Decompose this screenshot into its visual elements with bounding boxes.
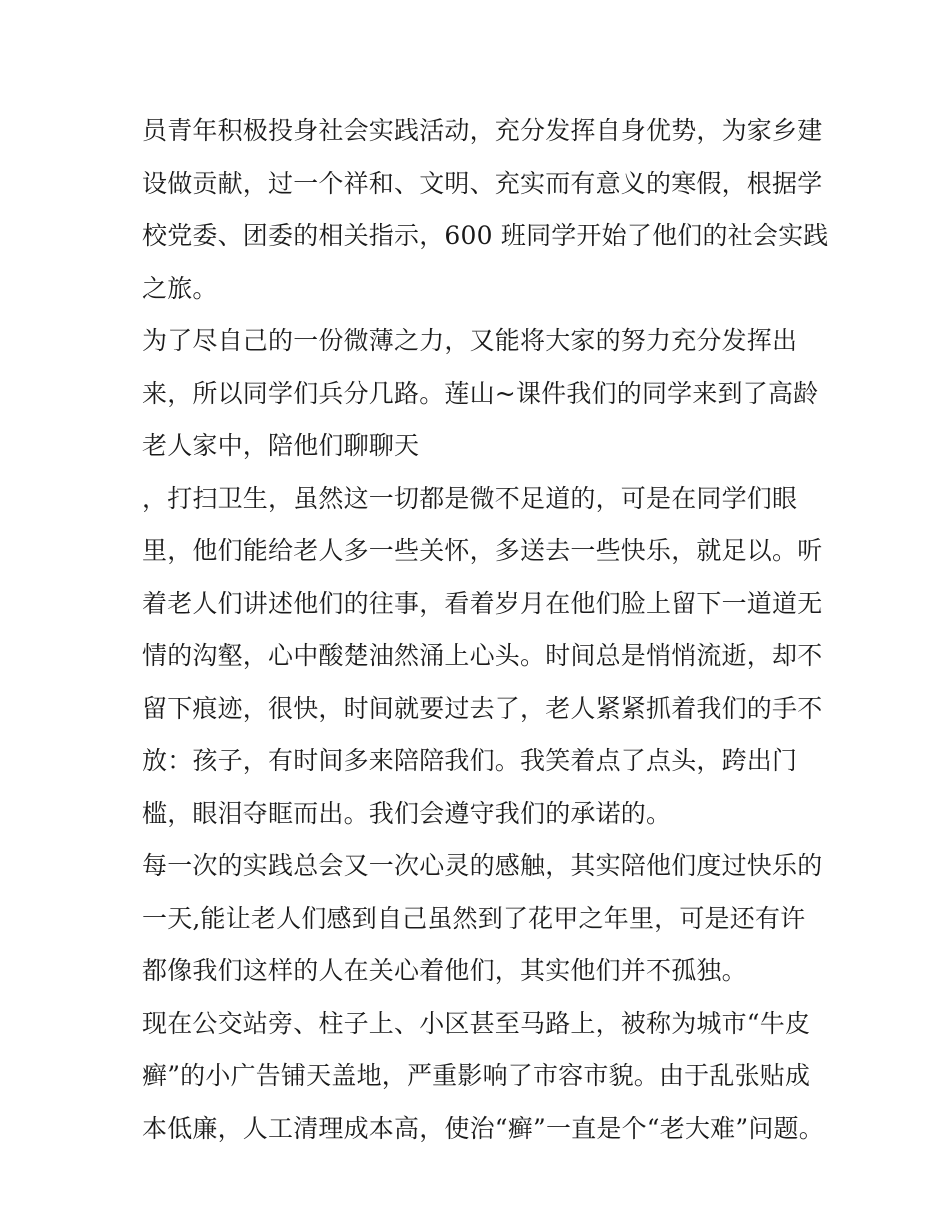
text-line: 员青年积极投身社会实践活动，充分发挥自身优势，为家乡建 xyxy=(142,116,823,145)
text-line: 放：孩子，有时间多来陪陪我们。我笑着点了点头，跨出门 xyxy=(142,746,798,775)
text-line: 槛，眼泪夺眶而出。我们会遵守我们的承诺的。 xyxy=(142,798,672,828)
text-line: 癣”的小广告铺天盖地，严重影响了市容市貌。由于乱张贴成 xyxy=(142,1061,811,1090)
text-line: 为了尽自己的一份微薄之力，又能将大家的努力充分发挥出 xyxy=(142,326,798,355)
text-line: 老人家中，陪他们聊聊天 xyxy=(142,431,420,460)
text-line: 都像我们这样的人在关心着他们，其实他们并不孤独。 xyxy=(142,956,747,985)
text-line: 设做贡献，过一个祥和、文明、充实而有意义的寒假，根据学 xyxy=(142,168,823,198)
text-line: 每一次的实践总会又一次心灵的感触，其实陪他们度过快乐的 xyxy=(142,851,823,880)
text-line: 校党委、团委的相关指示，600 班同学开始了他们的社会实践 xyxy=(142,221,829,250)
text-line: 留下痕迹，很快，时间就要过去了，老人紧紧抓着我们的手不 xyxy=(142,693,823,723)
text-line: 着老人们讲述他们的往事，看着岁月在他们脸上留下一道道无 xyxy=(142,588,823,618)
text-line: 来，所以同学们兵分几路。莲山~课件我们的同学来到了高龄 xyxy=(142,378,819,408)
text-line: 之旅。 xyxy=(142,273,218,303)
text-line: 情的沟壑，心中酸楚油然涌上心头。时间总是悄悄流逝，却不 xyxy=(142,641,823,670)
text-line: ，打扫卫生，虽然这一切都是微不足道的，可是在同学们眼 xyxy=(142,483,798,513)
document-body xyxy=(142,109,829,1159)
text-line: 一天,能让老人们感到自己虽然到了花甲之年里，可是还有许 xyxy=(142,903,806,933)
text-line: 本低廉，人工清理成本高，使治“癣”一直是个“老大难”问题。 xyxy=(142,1113,824,1143)
text-line: 里，他们能给老人多一些关怀，多送去一些快乐，就足以。听 xyxy=(142,536,823,565)
text-line: 现在公交站旁、柱子上、小区甚至马路上，被称为城市“牛皮 xyxy=(142,1008,811,1038)
